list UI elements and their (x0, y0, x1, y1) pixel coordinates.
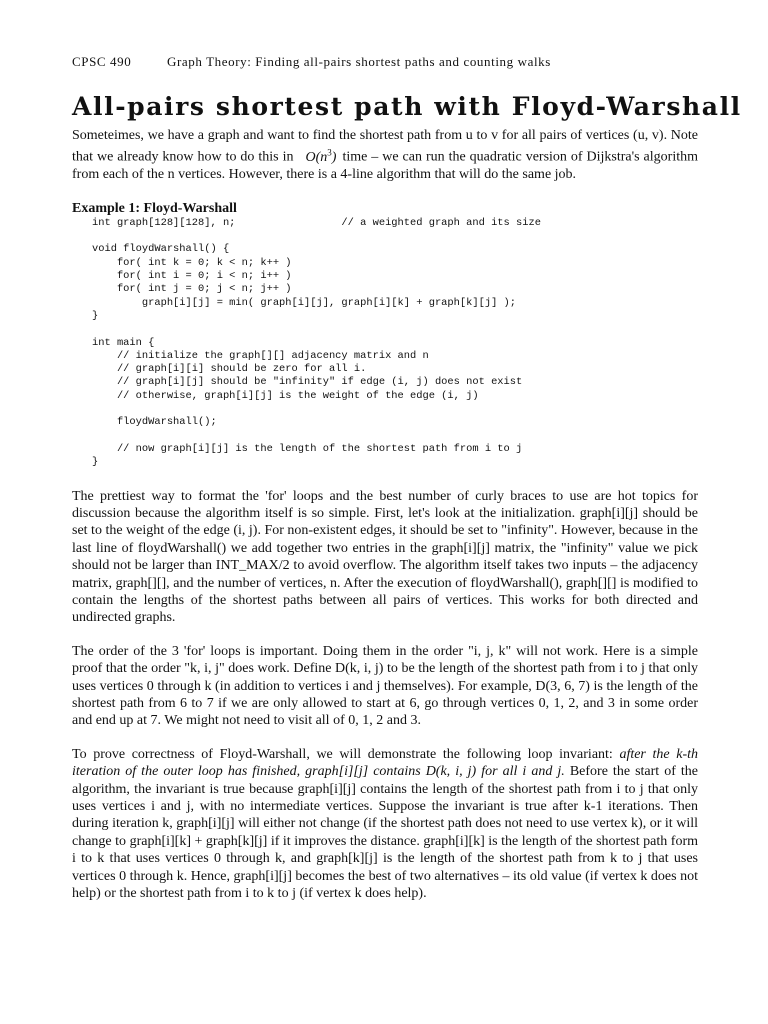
paragraph-correctness: To prove correctness of Floyd-Warshall, we will demonstrate the following loop invariant: after the k-th iteration of the outer loop has finished, graph[i][j] contains D(k, i, j) for all i and j. Before the start of the algorithm, the invariant is true because graph[i][j] contains the length of the shortest path from i to j that only uses vertices i and j, with no intermediate vertices. Suppose the invariant is true after k-1 iterations. Then during iteration k, graph[i][j] will either not change (if the shortest path does not need to use vertex k), or it will change to graph[i][k] + graph[k][j] if it improves the distance. graph[i][k] is the length of the shortest path form i to k that uses vertices 0 through k, and graph[k][j] is the length of the shortest path from k to j that uses vertices 0 through k. Hence, graph[i][j] becomes the best of two alternatives – its old value (if vertex k does not help) or the shortest path from i to k to j (if vertex k does help). (72, 746, 699, 902)
example-title: Example 1: Floyd-Warshall (72, 200, 237, 216)
course-code: CPSC 490 (72, 54, 132, 69)
paragraph-initialization: The prettiest way to format the 'for' loops and the best number of curly braces to use are hot topics for discussion because the algorithm itself is so simple. First, let's look at the initialization. graph[i][j] should be set to the weight of the edge (i, j). For non-existent edges, it should be set to "infinity". However, because in the last line of floydWarshall() we add together two entries in the graph[i][j] matrix, the "infinity" value we pick should not be larger than INT_MAX/2 to avoid overflow. The algorithm itself takes two inputs – the adjacency matrix, graph[][], and the number of vertices, n. After the execution of floydWarshall(), graph[][] is modified to contain the lengths of the shortest paths between all pairs of vertices. This works for both directed and undirected graphs. (72, 488, 698, 626)
running-header-title: Graph Theory: Finding all-pairs shortest paths and counting walks (167, 54, 551, 69)
section-heading: All-pairs shortest path with Floyd-Warshall (72, 92, 742, 121)
code-listing: int graph[128][128], n; // a weighted graph and its size void floydWarshall() { for( int k = 0; k < n; k++ ) for( int i = 0; i < n; i++ ) for( int j = 0; j < n; j++ ) graph[i][j] = min( graph[i][j], graph[i][k] + graph[k][j] ); } int main { // initialize the graph[][] adjacency matrix and n // graph[i][i] should be zero for all i. // graph[i][j] should be "infinity" if edge (i, j) does not exist // otherwise, graph[i][j] is the weight of the edge (i, j) floydWarshall(); // now graph[i][j] is the length of the shortest path from i to j } (92, 216, 541, 469)
intro-text-start: Someteimes, we have a graph and want to find the shortest path from u to v for all pairs of vertices (u, v). Note that we already know how to do this in (72, 128, 698, 166)
intro-paragraph (72, 127, 698, 184)
big-o-formula: $O(n^3)$ (305, 147, 337, 166)
document-page (72, 52, 742, 902)
intro-text-end: time – we can run the quadratic version of Dijkstra's algorithm from each of the n vertices. However, there is a 4-line algorithm that will do the same job. (72, 150, 698, 183)
running-header (72, 52, 698, 72)
paragraph-loop-order: The order of the 3 'for' loops is important. Doing them in the order "i, j, k" will not work. Here is a simple proof that the order "k, i, j" does work. Define D(k, i, j) to be the length of the shortest path from i to j that only uses vertices 0 through k (in addition to vertices i and j themselves). For example, D(3, 6, 7) is the length of the shortest path from 6 to 7 if we are only allowed to start at 6, go through vertices 0, 1, 2, and 3 in some order and end up at 7. We might not need to visit all of 0, 1, 2 and 3. (72, 643, 698, 729)
loop-invariant-statement: after the k-th iteration of the outer loop has finished, graph[i][j] contains D(k, i, j) for all i and j. (72, 746, 698, 780)
